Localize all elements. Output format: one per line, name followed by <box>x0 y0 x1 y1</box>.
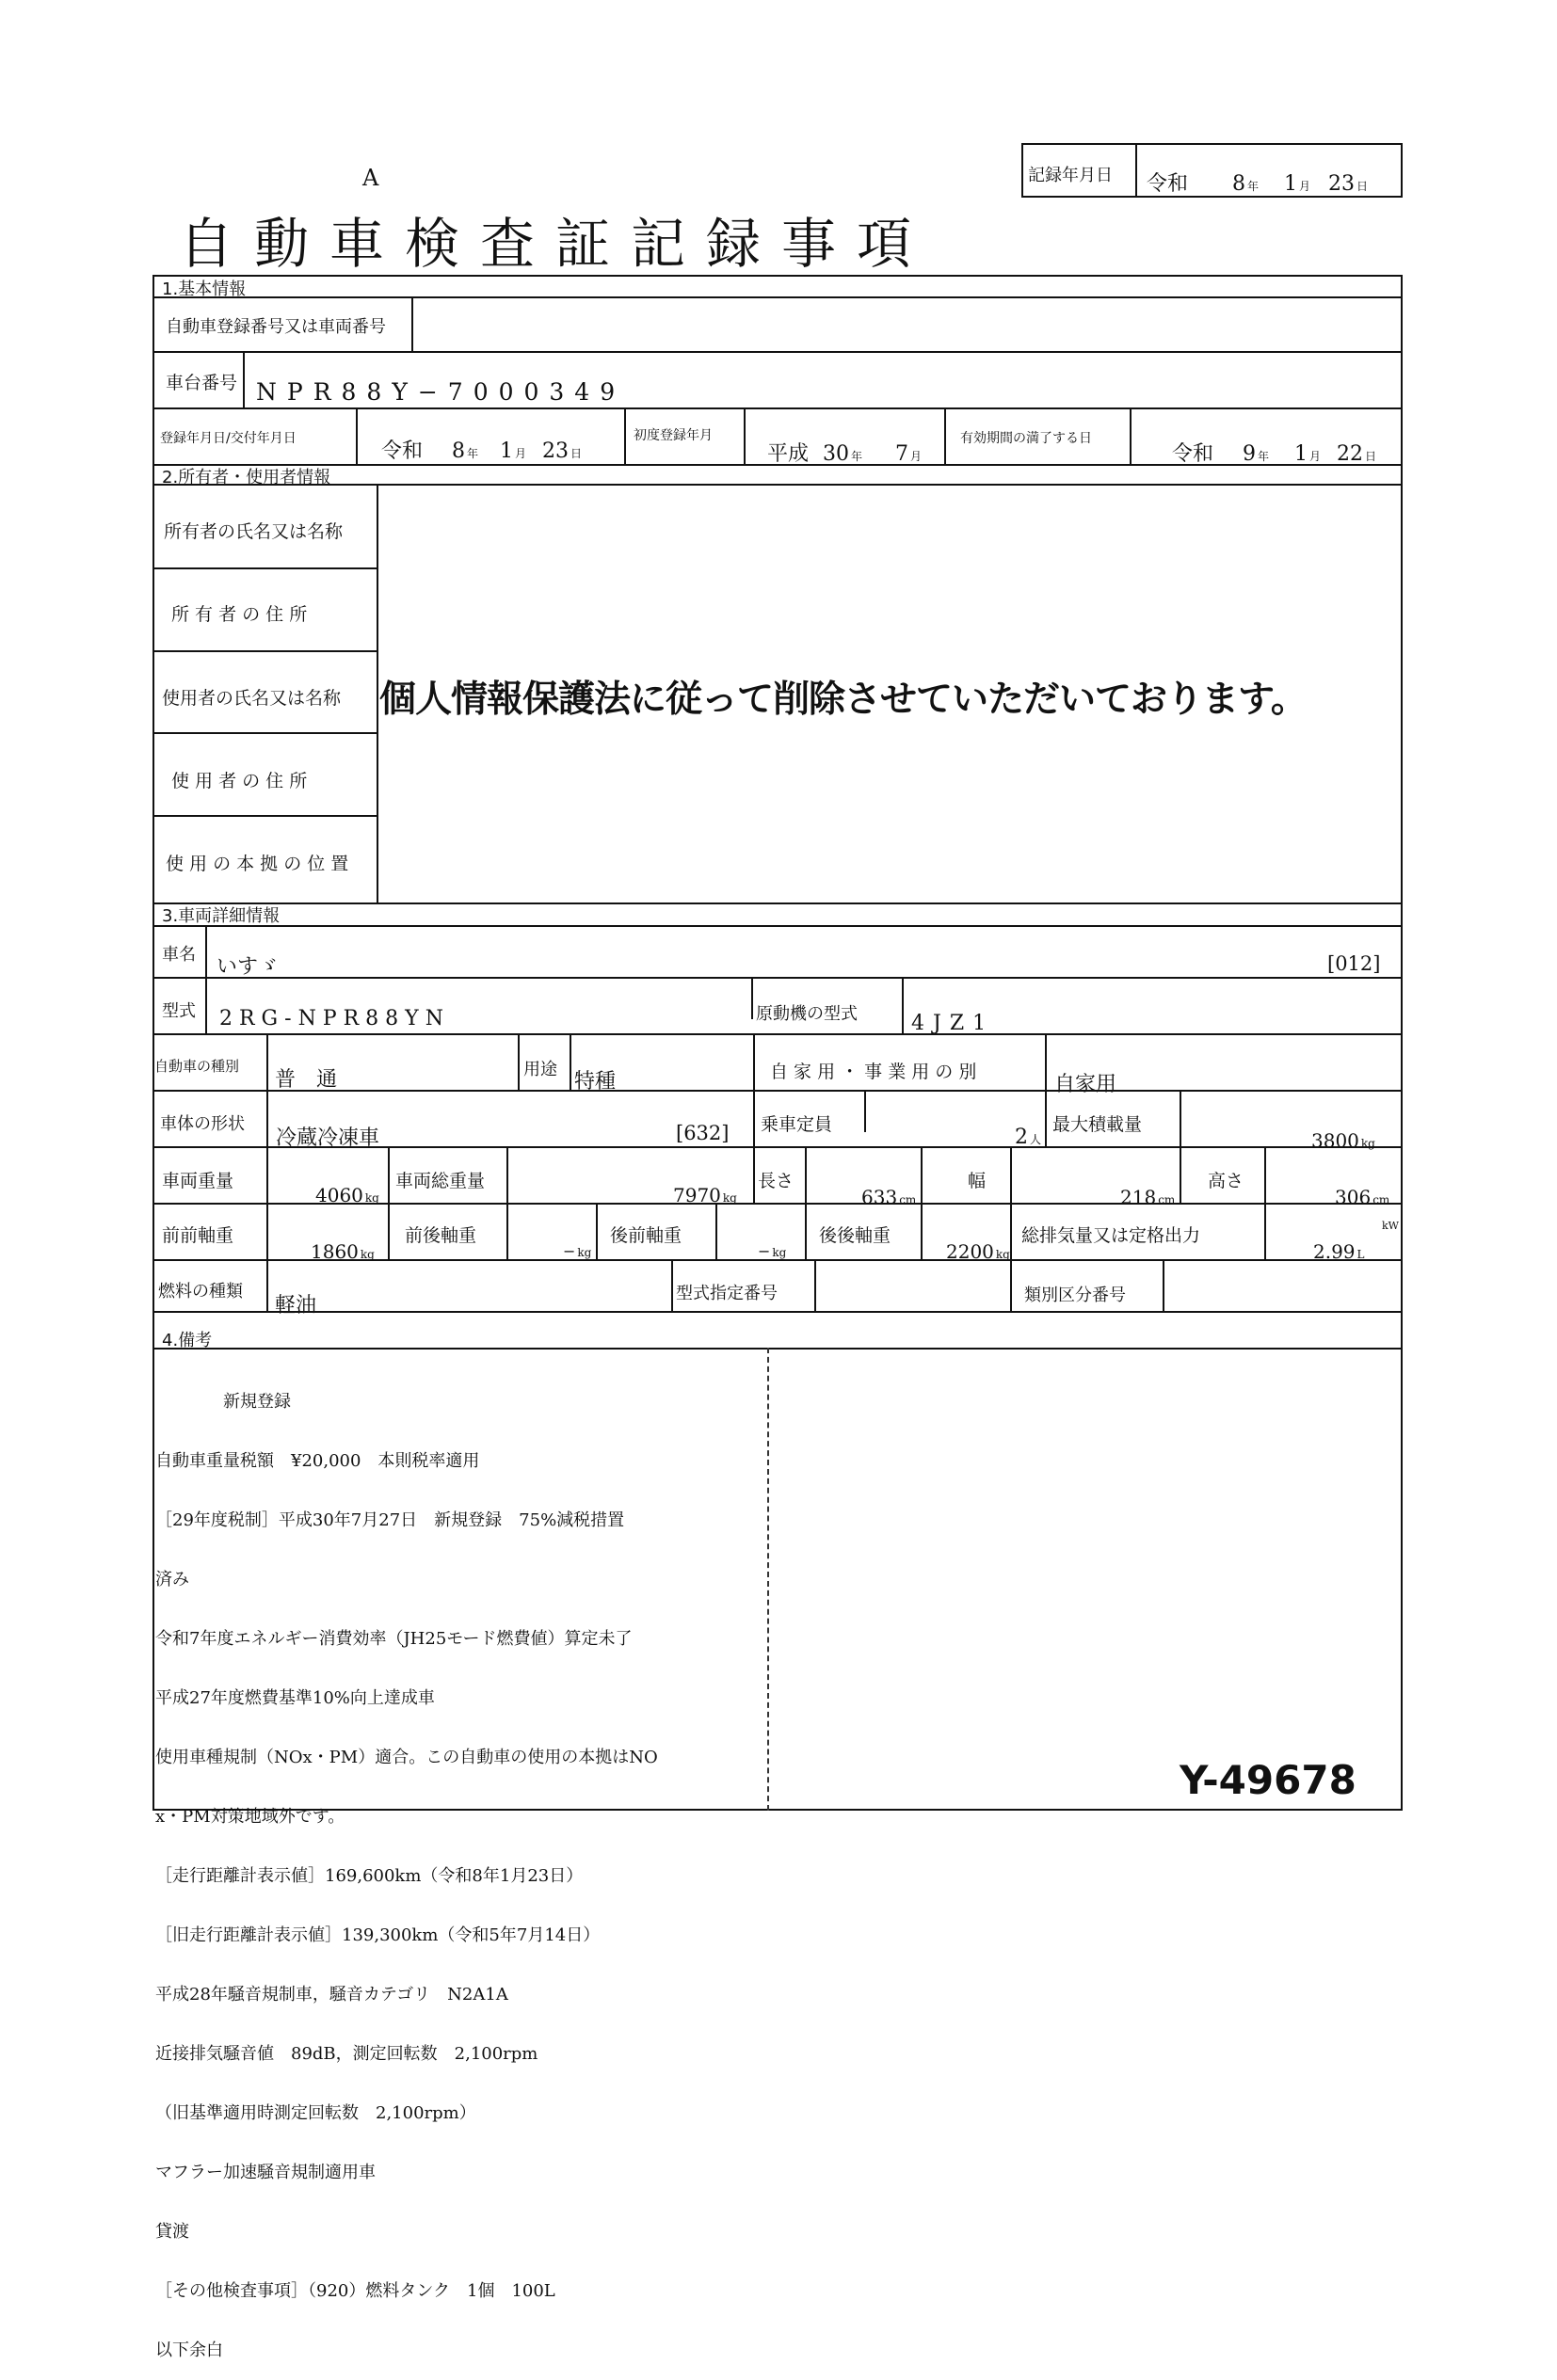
fuel-type-value: 軽油 <box>275 1294 317 1318</box>
remarks-line: 平成27年度燃費基準10%向上達成車 <box>155 1688 435 1708</box>
private-business-label: 自 家 用 ・ 事 業 用 の 別 <box>770 1062 977 1082</box>
remarks-line: 済み <box>155 1570 189 1589</box>
user-address-label: 使 用 者 の 住 所 <box>171 771 308 791</box>
engine-model-label: 原動機の型式 <box>756 1004 858 1024</box>
vehicle-weight-label: 車両重量 <box>162 1171 234 1191</box>
vehicle-weight-value: 4060 kg <box>315 1184 379 1206</box>
rear-front-axle-label: 後前軸重 <box>610 1225 682 1246</box>
remarks-line: （旧基準適用時測定回転数 2,100rpm） <box>155 2103 476 2123</box>
chassis-number-label: 車台番号 <box>166 373 238 393</box>
remarks-line: 以下余白 <box>155 2340 223 2360</box>
owner-name-label: 所有者の氏名又は名称 <box>164 521 344 542</box>
vehicle-type-value: 普 通 <box>275 1068 338 1092</box>
width-label: 幅 <box>968 1171 987 1191</box>
page-title: 自動車検査証記録事項 <box>179 212 933 276</box>
private-business-value: 自家用 <box>1054 1073 1117 1096</box>
section-remarks-title: 4.備考 <box>162 1331 213 1350</box>
first-registration-label: 初度登録年月 <box>634 428 713 443</box>
body-shape-value: 冷蔵冷凍車 <box>276 1126 380 1150</box>
fuel-type-label: 燃料の種類 <box>158 1282 243 1302</box>
issue-date-label: 登録年月日/交付年月日 <box>160 431 297 446</box>
model-value: 2RG‐NPR88YN <box>219 1007 450 1030</box>
remarks-line: ［29年度税制］平成30年7月27日 新規登録 75%減税措置 <box>155 1510 625 1530</box>
expiry-date-label: 有効期間の満了する日 <box>960 431 1092 446</box>
body-shape-label: 車体の形状 <box>160 1114 245 1134</box>
gross-weight-value: 7970 kg <box>673 1184 737 1206</box>
remarks-line: ［旧走行距離計表示値］139,300km（令和5年7月14日） <box>155 1925 601 1945</box>
remarks-line: 自動車重量税額 ¥20,000 本則税率適用 <box>155 1451 480 1471</box>
vehicle-type-label: 自動車の種別 <box>154 1058 240 1075</box>
issue-date-value: 令和 8 年 1 月 23 日 <box>381 439 583 463</box>
rear-front-axle-value: − kg <box>758 1242 787 1260</box>
section-owner-user-title: 2.所有者・使用者情報 <box>162 468 331 487</box>
rear-rear-axle-label: 後後軸重 <box>819 1225 891 1246</box>
remarks-line: ［その他検査事項］（920）燃料タンク 1個 100L <box>155 2281 555 2301</box>
remarks-line: 令和7年度エネルギー消費効率（JH25モード燃費値）算定未了 <box>155 1629 633 1649</box>
displacement-value: 2.99 L <box>1313 1240 1365 1263</box>
remarks-line: 使用車種規制（NOx・PM）適合。この自動車の使用の本拠はNO <box>155 1748 658 1767</box>
height-value: 306 cm <box>1335 1186 1390 1208</box>
remarks-list <box>155 1352 658 2380</box>
remarks-line: 平成28年騒音規制車，騒音カテゴリ N2A1A <box>155 1985 508 2005</box>
privacy-notice: 個人情報保護法に従って削除させていただいております。 <box>379 679 1307 721</box>
user-name-label: 使用者の氏名又は名称 <box>162 688 342 709</box>
remarks-line: マフラー加速騒音規制適用車 <box>155 2163 376 2182</box>
displacement-unit-kw: kW <box>1382 1220 1399 1232</box>
section-basic-info-title: 1.基本情報 <box>162 280 247 299</box>
capacity-label: 乗車定員 <box>761 1114 833 1135</box>
form-mark: A <box>362 165 379 191</box>
model-label: 型式 <box>162 1001 196 1021</box>
record-date-value: 令和 8 年 1 月 23 日 <box>1147 172 1369 196</box>
remarks-line: 貸渡 <box>155 2222 189 2242</box>
remarks-line: x・PM対策地域外です。 <box>155 1807 345 1827</box>
base-location-label: 使 用 の 本 拠 の 位 置 <box>166 854 349 874</box>
capacity-value: 2 人 <box>1015 1126 1042 1149</box>
height-label: 高さ <box>1208 1171 1244 1191</box>
remarks-line: ［走行距離計表示値］169,600km（令和8年1月23日） <box>155 1866 584 1886</box>
remarks-line: 新規登録 <box>155 1392 291 1412</box>
first-registration-value: 平成 30 年 7 月 <box>767 442 923 466</box>
front-rear-axle-label: 前後軸重 <box>405 1225 477 1246</box>
displacement-label: 総排気量又は定格出力 <box>1021 1225 1201 1246</box>
length-label: 長さ <box>758 1171 795 1191</box>
front-front-axle-value: 1860 kg <box>311 1240 375 1263</box>
max-load-value: 3800 kg <box>1311 1129 1375 1152</box>
gross-weight-label: 車両総重量 <box>395 1171 486 1191</box>
maker-value: いすゞ <box>217 955 280 979</box>
max-load-label: 最大積載量 <box>1052 1114 1143 1135</box>
owner-address-label: 所 有 者 の 住 所 <box>171 604 308 625</box>
engine-model-value: 4JZ1 <box>911 1012 995 1035</box>
remarks-line: 近接排気騒音値 89dB，測定回転数 2,100rpm <box>155 2044 538 2064</box>
record-date-label: 記録年月日 <box>1028 166 1113 185</box>
purpose-label: 用途 <box>523 1060 557 1079</box>
reg-number-label: 自動車登録番号又は車両番号 <box>166 317 386 337</box>
purpose-value: 特種 <box>574 1070 617 1094</box>
maker-code: [012] <box>1327 952 1381 975</box>
type-designation-label: 型式指定番号 <box>676 1284 778 1303</box>
document-id: Y-49678 <box>1180 1757 1356 1803</box>
front-rear-axle-value: − kg <box>563 1242 592 1260</box>
body-shape-code: [632] <box>676 1122 730 1144</box>
maker-label: 車名 <box>162 945 196 965</box>
section-vehicle-details-title: 3.車両詳細情報 <box>162 906 281 926</box>
chassis-number-value: NPR88Y−7000349 <box>256 378 626 406</box>
rear-rear-axle-value: 2200 kg <box>946 1240 1010 1263</box>
front-front-axle-label: 前前軸重 <box>162 1225 234 1246</box>
width-value: 218 cm <box>1120 1186 1176 1208</box>
expiry-date-value: 令和 9 年 1 月 22 日 <box>1172 442 1377 466</box>
category-number-label: 類別区分番号 <box>1024 1286 1126 1305</box>
length-value: 633 cm <box>861 1186 917 1208</box>
